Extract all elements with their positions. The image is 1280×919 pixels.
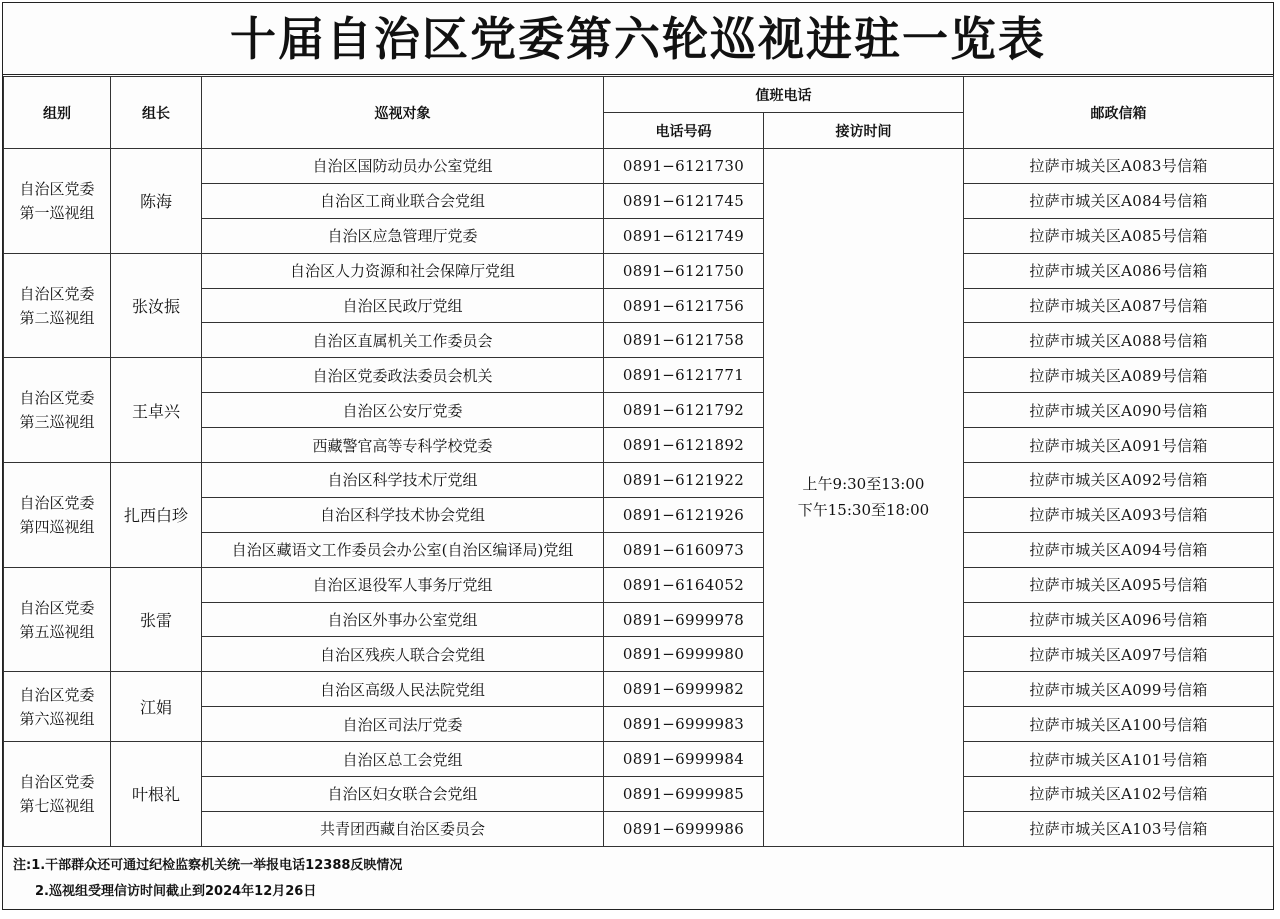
inspection-target-cell: 自治区藏语文工作委员会办公室(自治区编译局)党组 [202, 532, 604, 567]
phone-number-cell: 0891−6121926 [604, 497, 764, 532]
mailbox-cell: 拉萨市城关区A100号信箱 [964, 707, 1274, 742]
phone-number-cell: 0891−6160973 [604, 532, 764, 567]
footnote-2: 2.巡视组受理信访时间截止到2024年12月26日 [35, 884, 317, 899]
mailbox-cell: 拉萨市城关区A099号信箱 [964, 672, 1274, 707]
mailbox-cell: 拉萨市城关区A096号信箱 [964, 602, 1274, 637]
mailbox-cell: 拉萨市城关区A088号信箱 [964, 323, 1274, 358]
footnotes [3, 853, 1273, 909]
inspection-target-cell: 西藏警官高等专科学校党委 [202, 428, 604, 463]
group-name-line2: 第六巡视组 [19, 709, 95, 728]
footnote-1: 注:1.干部群众还可通过纪检监察机关统一举报电话12388反映情况 [13, 858, 403, 873]
group-leader-cell: 王卓兴 [111, 358, 202, 463]
table-row [4, 742, 1274, 777]
phone-number-cell: 0891−6121758 [604, 323, 764, 358]
table-row [4, 149, 1274, 184]
phone-number-cell: 0891−6121730 [604, 149, 764, 184]
inspection-target-cell: 自治区公安厅党委 [202, 393, 604, 428]
group-leader-cell: 张雷 [111, 567, 202, 672]
phone-number-cell: 0891−6164052 [604, 567, 764, 602]
mailbox-cell: 拉萨市城关区A095号信箱 [964, 567, 1274, 602]
table-row [4, 567, 1274, 602]
mailbox-cell: 拉萨市城关区A094号信箱 [964, 532, 1274, 567]
phone-number-cell: 0891−6121892 [604, 428, 764, 463]
group-name-line2: 第二巡视组 [19, 308, 95, 327]
inspection-roster-table [3, 76, 1274, 847]
inspection-target-cell: 自治区工商业联合会党组 [202, 183, 604, 218]
mailbox-cell: 拉萨市城关区A093号信箱 [964, 497, 1274, 532]
mailbox-cell: 拉萨市城关区A090号信箱 [964, 393, 1274, 428]
group-name-cell [4, 149, 111, 254]
page-title: 十届自治区党委第六轮巡视进驻一览表 [3, 3, 1273, 75]
phone-number-cell: 0891−6999982 [604, 672, 764, 707]
phone-number-cell: 0891−6999986 [604, 811, 764, 846]
visit-time-afternoon: 下午15:30至18:00 [797, 501, 930, 520]
header-mailbox: 邮政信箱 [964, 77, 1274, 149]
mailbox-cell: 拉萨市城关区A084号信箱 [964, 183, 1274, 218]
inspection-target-cell: 自治区应急管理厅党委 [202, 218, 604, 253]
mailbox-cell: 拉萨市城关区A086号信箱 [964, 253, 1274, 288]
group-name-line1: 自治区党委 [19, 179, 95, 198]
group-leader-cell: 江娟 [111, 672, 202, 742]
inspection-target-cell: 自治区民政厅党组 [202, 288, 604, 323]
inspection-target-cell: 自治区国防动员办公室党组 [202, 149, 604, 184]
phone-number-cell: 0891−6121771 [604, 358, 764, 393]
inspection-target-cell: 自治区人力资源和社会保障厅党组 [202, 253, 604, 288]
phone-number-cell: 0891−6999983 [604, 707, 764, 742]
inspection-target-cell: 自治区总工会党组 [202, 742, 604, 777]
inspection-target-cell: 自治区司法厅党委 [202, 707, 604, 742]
group-name-cell [4, 463, 111, 568]
header-phone-number: 电话号码 [604, 113, 764, 149]
mailbox-cell: 拉萨市城关区A087号信箱 [964, 288, 1274, 323]
phone-number-cell: 0891−6121792 [604, 393, 764, 428]
inspection-target-cell: 自治区科学技术厅党组 [202, 463, 604, 498]
mailbox-cell: 拉萨市城关区A102号信箱 [964, 777, 1274, 812]
inspection-target-cell: 自治区直属机关工作委员会 [202, 323, 604, 358]
phone-number-cell: 0891−6121745 [604, 183, 764, 218]
mailbox-cell: 拉萨市城关区A103号信箱 [964, 811, 1274, 846]
inspection-target-cell: 自治区高级人民法院党组 [202, 672, 604, 707]
table-row [4, 358, 1274, 393]
mailbox-cell: 拉萨市城关区A097号信箱 [964, 637, 1274, 672]
header-duty-phone: 值班电话 [604, 77, 964, 113]
group-name-line1: 自治区党委 [19, 389, 95, 408]
group-name-line1: 自治区党委 [19, 685, 95, 704]
group-name-line2: 第三巡视组 [19, 413, 95, 432]
mailbox-cell: 拉萨市城关区A085号信箱 [964, 218, 1274, 253]
group-name-line1: 自治区党委 [19, 493, 95, 512]
group-name-line2: 第四巡视组 [19, 517, 95, 536]
visit-time-morning: 上午9:30至13:00 [802, 475, 925, 494]
group-leader-cell: 叶根礼 [111, 742, 202, 847]
inspection-schedule-sheet [2, 2, 1274, 910]
group-name-cell [4, 672, 111, 742]
group-name-line1: 自治区党委 [19, 598, 95, 617]
group-name-cell [4, 567, 111, 672]
group-name-line1: 自治区党委 [19, 284, 95, 303]
header-visit-time: 接访时间 [764, 113, 964, 149]
phone-number-cell: 0891−6121922 [604, 463, 764, 498]
group-name-line2: 第五巡视组 [19, 622, 95, 641]
inspection-target-cell: 自治区妇女联合会党组 [202, 777, 604, 812]
mailbox-cell: 拉萨市城关区A092号信箱 [964, 463, 1274, 498]
mailbox-cell: 拉萨市城关区A089号信箱 [964, 358, 1274, 393]
group-name-line2: 第一巡视组 [19, 203, 95, 222]
group-leader-cell: 陈海 [111, 149, 202, 254]
inspection-target-cell: 自治区外事办公室党组 [202, 602, 604, 637]
inspection-target-cell: 共青团西藏自治区委员会 [202, 811, 604, 846]
table-row [4, 672, 1274, 707]
header-target: 巡视对象 [202, 77, 604, 149]
phone-number-cell: 0891−6121749 [604, 218, 764, 253]
phone-number-cell: 0891−6121750 [604, 253, 764, 288]
group-name-line1: 自治区党委 [19, 772, 95, 791]
mailbox-cell: 拉萨市城关区A091号信箱 [964, 428, 1274, 463]
group-leader-cell: 张汝振 [111, 253, 202, 358]
table-body [4, 149, 1274, 847]
table-row [4, 463, 1274, 498]
header-leader: 组长 [111, 77, 202, 149]
phone-number-cell: 0891−6999978 [604, 602, 764, 637]
phone-number-cell: 0891−6999985 [604, 777, 764, 812]
group-name-cell [4, 742, 111, 847]
visit-time-cell [764, 149, 964, 847]
inspection-target-cell: 自治区科学技术协会党组 [202, 497, 604, 532]
inspection-target-cell: 自治区残疾人联合会党组 [202, 637, 604, 672]
header-group: 组别 [4, 77, 111, 149]
table-header [4, 77, 1274, 149]
phone-number-cell: 0891−6121756 [604, 288, 764, 323]
phone-number-cell: 0891−6999980 [604, 637, 764, 672]
group-name-cell [4, 358, 111, 463]
inspection-target-cell: 自治区退役军人事务厅党组 [202, 567, 604, 602]
group-name-line2: 第七巡视组 [19, 796, 95, 815]
mailbox-cell: 拉萨市城关区A101号信箱 [964, 742, 1274, 777]
group-name-cell [4, 253, 111, 358]
mailbox-cell: 拉萨市城关区A083号信箱 [964, 149, 1274, 184]
inspection-target-cell: 自治区党委政法委员会机关 [202, 358, 604, 393]
group-leader-cell: 扎西白珍 [111, 463, 202, 568]
table-row [4, 253, 1274, 288]
phone-number-cell: 0891−6999984 [604, 742, 764, 777]
